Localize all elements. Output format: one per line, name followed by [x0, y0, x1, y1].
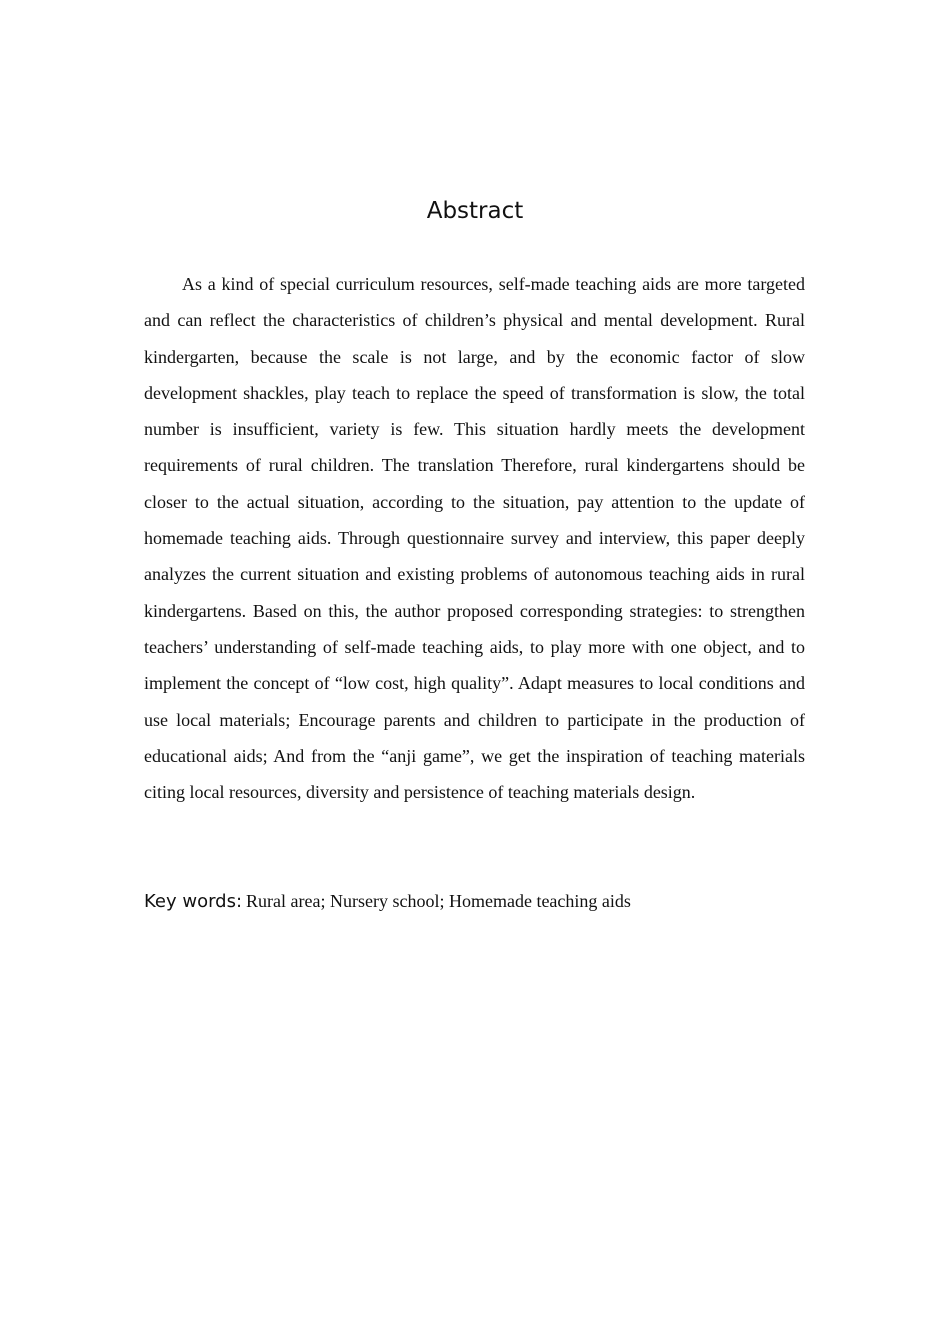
abstract-paragraph: As a kind of special curriculum resources, self-made teaching aids are more targeted and can reflect the characteristics of children’s physical and mental development. Rural kindergarten, because the scale is not large, and by the economic factor of slow development shackles, play teach to replace the speed of transformation is slow, the total number is insufficient, variety is few. This situation hardly meets the development requirements of rural children. The translation Therefore, rural kindergartens should be closer to the actual situation, according to the situation, pay attention to the update of homemade teaching aids. Through questionnaire survey and interview, this paper deeply analyzes the current situation and existing problems of autonomous teaching aids in rural kindergartens. Based on this, the author proposed corresponding strategies: to strengthen teachers’ understanding of self-made teaching aids, to play more with one object, and to implement the concept of “low cost, high quality”. Adapt measures to local conditions and use local materials; Encourage parents and children to participate in the production of educational aids; And from the “anji game”, we get the inspiration of teaching materials citing local resources, diversity and persistence of teaching materials design.	[144, 274, 805, 803]
keywords-line	[144, 886, 805, 918]
keywords-label: Key words:	[144, 891, 243, 912]
keywords-value: Rural area; Nursery school; Homemade teaching aids	[246, 891, 631, 911]
page-title: Abstract	[426, 198, 524, 224]
